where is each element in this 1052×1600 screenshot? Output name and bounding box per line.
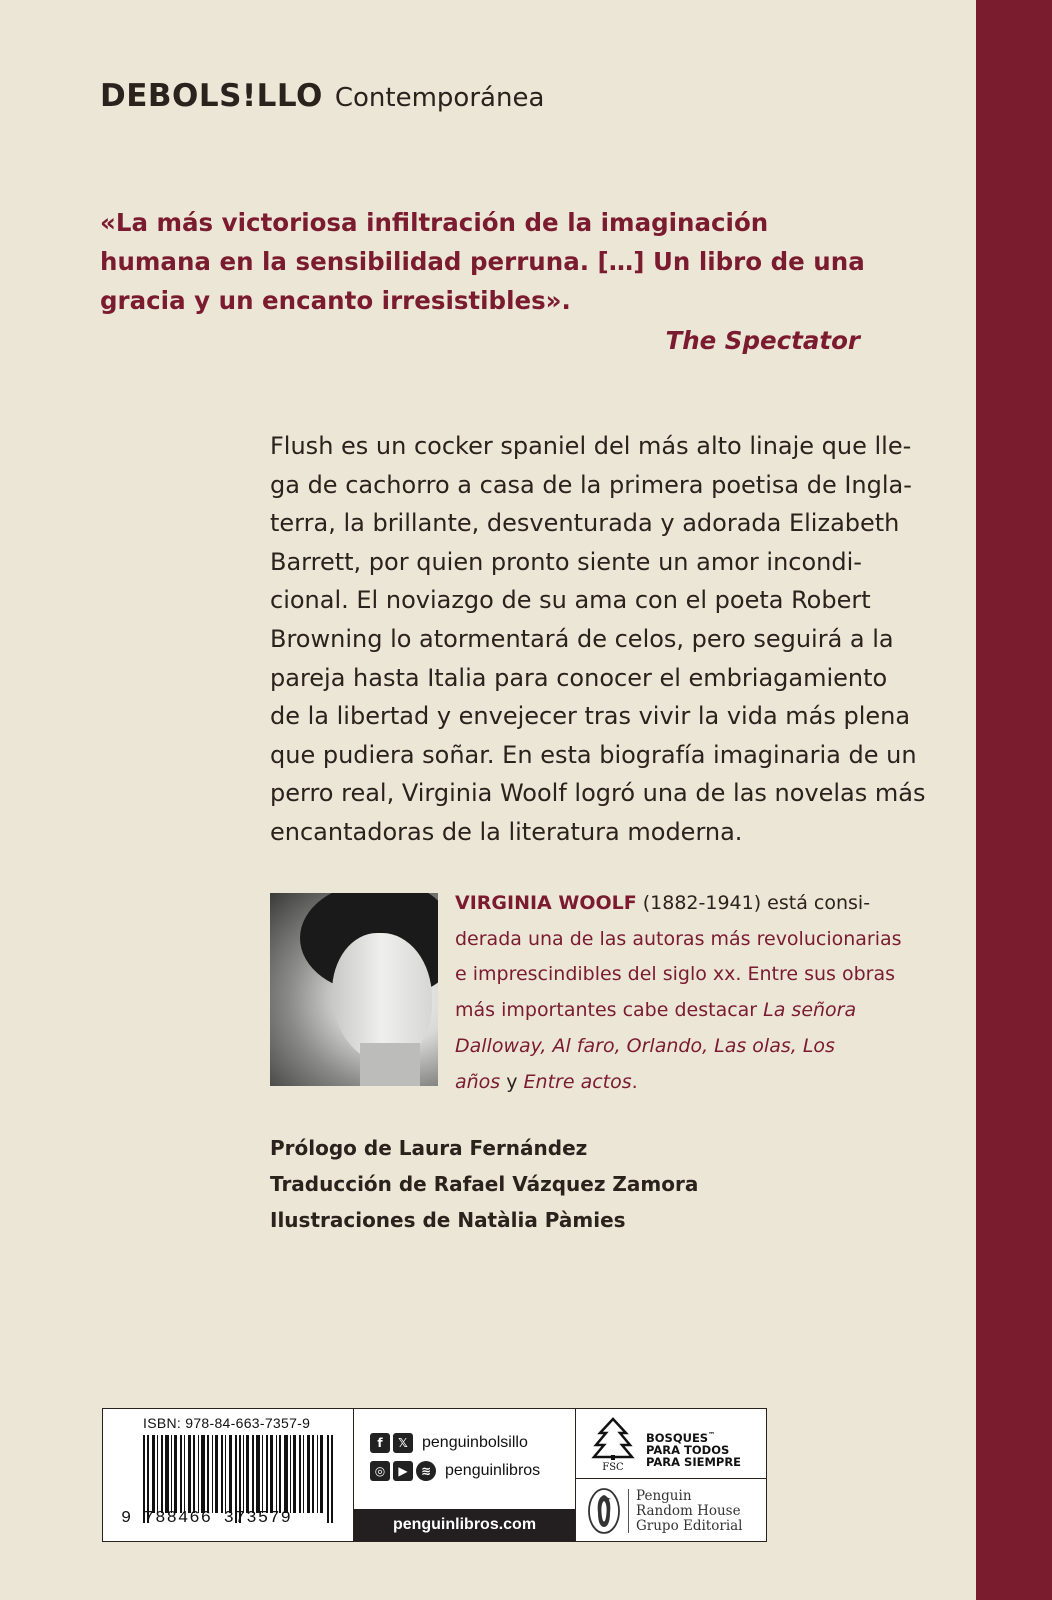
social-row-bolsillo	[370, 1433, 528, 1453]
synopsis-line: pareja hasta Italia para conocer el embriagamiento	[270, 663, 888, 692]
social-row-libros	[370, 1461, 540, 1481]
publisher-brand: DEBOLS!LLO	[100, 78, 323, 114]
bio-line: años y Entre actos.	[455, 1070, 638, 1093]
spotify-icon[interactable]: ≋	[416, 1461, 436, 1481]
bio-line: derada una de las autoras más revolucionarias	[455, 927, 902, 950]
facebook-icon[interactable]: f	[370, 1433, 390, 1453]
synopsis-line: Flush es un cocker spaniel del más alto linaje que lle-	[270, 432, 912, 460]
spine-band	[976, 0, 1052, 1600]
synopsis-line: encantadoras de la literatura moderna.	[270, 817, 743, 846]
author-bio	[455, 886, 902, 1100]
bio-line: Dalloway, Al faro, Orlando, Las olas, Los	[455, 1034, 835, 1057]
youtube-icon[interactable]: ▶	[393, 1461, 413, 1481]
x-icon[interactable]: 𝕏	[393, 1433, 413, 1453]
fsc-tree-icon	[590, 1415, 636, 1471]
synopsis-line: Browning lo atormentará de celos, pero seguirá a la	[270, 624, 894, 653]
author-name: VIRGINIA WOOLF	[455, 892, 637, 914]
series-header	[100, 78, 544, 114]
isbn-label: ISBN: 978-84-663-7357-9	[143, 1415, 311, 1431]
publisher-divider	[628, 1489, 629, 1533]
synopsis-line: que pudiera soñar. En esta biografía imaginaria de un	[270, 740, 917, 769]
social-handle[interactable]: penguinbolsillo	[422, 1434, 528, 1451]
barcode-digits: 9 788466 373579	[121, 1509, 293, 1528]
review-quote: «La más victoriosa infiltración de la imaginación humana en la sensibilidad perruna. […] Un libro de una gracia y un encanto irresistibles».	[100, 208, 865, 315]
barcode-panel	[103, 1409, 354, 1541]
synopsis-line: perro real, Virginia Woolf logró una de las novelas más	[270, 779, 926, 808]
back-cover-info-box	[102, 1408, 767, 1542]
social-handle[interactable]: penguinlibros	[445, 1462, 541, 1479]
synopsis	[270, 427, 926, 852]
prologue-credit: Prólogo de Laura Fernández	[270, 1136, 588, 1160]
instagram-icon[interactable]: ◎	[370, 1461, 390, 1481]
bio-line: más importantes cabe destacar La señora	[455, 999, 857, 1022]
quote-source: The Spectator	[665, 326, 860, 355]
publisher-logo: Penguin Random House Grupo Editorial	[636, 1488, 743, 1534]
bio-line: e imprescindibles del siglo xx. Entre sus obras	[455, 963, 895, 986]
synopsis-line: cional. El noviazgo de su ama con el poeta Robert	[270, 586, 871, 615]
collection-name: Contemporánea	[334, 83, 545, 113]
translation-credit: Traducción de Rafael Vázquez Zamora	[270, 1172, 699, 1196]
logos-panel	[576, 1409, 766, 1541]
synopsis-line: ga de cachorro a casa de la primera poetisa de Ingla-	[270, 470, 912, 499]
synopsis-line: de la libertad y envejecer tras vivir la vida más plena	[270, 702, 911, 731]
social-panel	[354, 1409, 576, 1541]
fsc-slogan: BOSQUES™ PARA TODOS PARA SIEMPRE	[646, 1430, 742, 1469]
bio-line: VIRGINIA WOOLF (1882-1941) está consi-	[455, 892, 871, 914]
penguin-icon	[586, 1487, 622, 1535]
author-photo	[270, 893, 438, 1086]
fsc-mark-label: FSC	[602, 1462, 624, 1471]
fsc-logo	[576, 1409, 766, 1479]
book-credits	[270, 1130, 698, 1238]
synopsis-line: terra, la brillante, desventurada y adorada Elizabeth	[270, 509, 900, 538]
illustrations-credit: Ilustraciones de Natàlia Pàmies	[270, 1208, 626, 1232]
website-link[interactable]: penguinlibros.com	[354, 1509, 575, 1541]
photo-neck	[360, 1043, 420, 1086]
synopsis-line: Barrett, por quien pronto siente un amor incondi-	[270, 547, 862, 576]
